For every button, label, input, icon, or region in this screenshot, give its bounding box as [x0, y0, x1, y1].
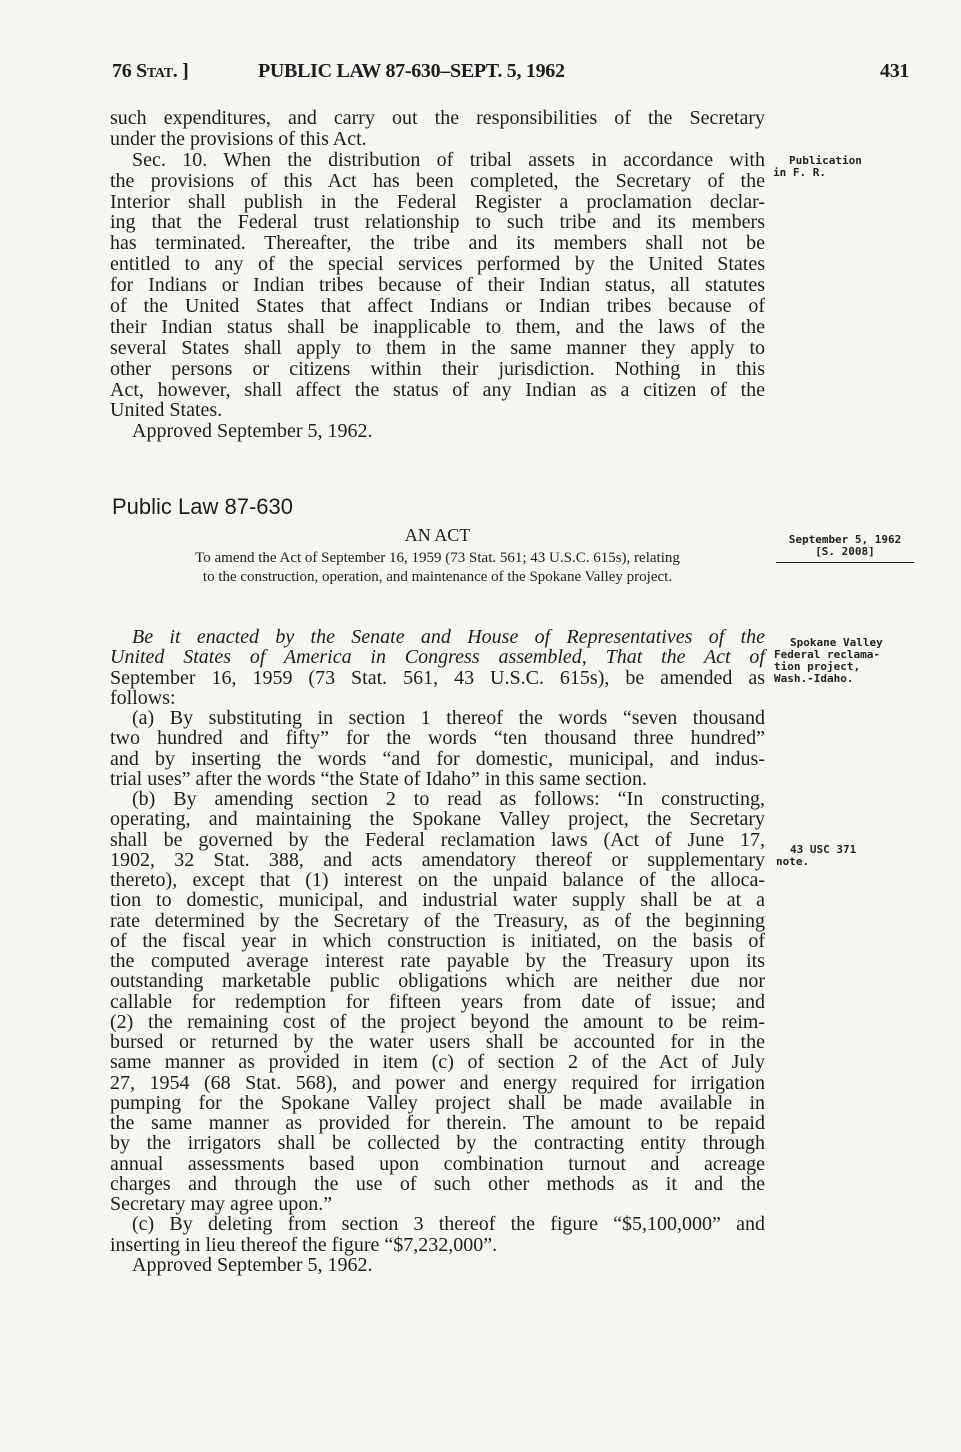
text-line: bursed or returned by the water users shall be accounted for in the [110, 1031, 765, 1053]
text-line: same manner as provided in item (c) of section 2 of the Act of July [110, 1051, 765, 1074]
text-line: the provisions of this Act has been completed, the Secretary of the [110, 169, 765, 192]
text-line: Approved September 5, 1962. [132, 420, 373, 443]
text-line: callable for redemption for fifteen years from date of issue; and [110, 990, 765, 1013]
text-line: Approved September 5, 1962. [132, 1253, 373, 1276]
text-line: other persons or citizens within their jurisdiction. Nothing in this [110, 357, 765, 380]
text-line: thereto), except that (1) interest on the unpaid balance of the alloca- [110, 869, 765, 891]
text-line: Secretary may agree upon.” [110, 1193, 333, 1215]
margin-note-line: Publication [789, 154, 862, 167]
act-body-text [110, 627, 765, 1275]
text-line: United States of America in Congress assembled, That the Act of [110, 646, 765, 669]
text-line: under the provisions of this Act. [110, 127, 367, 150]
text-line: Interior shall publish in the Federal Register a proclamation declar- [110, 190, 765, 213]
margin-note-publication [773, 154, 862, 179]
margin-note-line: Wash.-Idaho. [774, 672, 854, 685]
section-10-text [110, 108, 765, 442]
text-line: 27, 1954 (68 Stat. 568), and power and energy required for irrigation [110, 1071, 765, 1094]
text-line: (a) By substituting in section 1 thereof the words “seven thousand [132, 707, 765, 729]
text-line: operating, and maintaining the Spokane Valley project, the Secretary [110, 808, 765, 831]
margin-note-line: 43 USC 371 [790, 843, 857, 856]
margin-note-line: tion project, [774, 660, 861, 673]
margin-note-usc [776, 844, 856, 868]
margin-note-line: in F. R. [773, 166, 826, 179]
text-line: trial uses” after the words “the State of Idaho” in this same section. [110, 767, 648, 790]
page-number: 431 [880, 60, 910, 82]
text-line: of the fiscal year in which construction is initiated, on the basis of [110, 929, 765, 952]
text-line: (2) the remaining cost of the project beyond the amount to be reim- [110, 1010, 765, 1033]
text-line: for Indians or Indian tribes because of their Indian status, all statutes [110, 274, 765, 297]
divider [776, 562, 914, 563]
text-line: charges and through the use of such other methods as it and the [110, 1172, 765, 1195]
act-title-line: To amend the Act of September 16, 1959 (73 Stat. 561; 43 U.S.C. 615s), relating [195, 550, 680, 566]
public-law-label: Public Law 87-630 [112, 494, 294, 519]
margin-note-date [776, 534, 914, 563]
text-line: the same manner as provided for therein. The amount to be repaid [110, 1112, 765, 1134]
text-line: 1902, 32 Stat. 388, and acts amendatory thereof or supplementary [110, 848, 765, 871]
text-line: September 16, 1959 (73 Stat. 561, 43 U.S.C. 615s), be amended as [110, 666, 765, 689]
text-line: Sec. 10. When the distribution of tribal assets in accordance with [132, 148, 765, 171]
text-line: follows: [110, 686, 176, 709]
text-line: rate determined by the Secretary of the Treasury, as of the beginning [110, 909, 765, 932]
text-line: inserting in lieu thereof the figure “$7,232,000”. [110, 1233, 498, 1256]
margin-note-line: Federal reclama- [774, 648, 880, 661]
text-line: (b) By amending section 2 to read as follows: “In constructing, [132, 788, 765, 810]
text-line: by the irrigators shall be collected by the contracting entity through [110, 1132, 765, 1155]
text-line: of the United States that affect Indians or Indian tribes because of [110, 295, 765, 318]
text-line: (c) By deleting from section 3 thereof the figure “$5,100,000” and [132, 1213, 765, 1236]
text-line: United States. [110, 399, 223, 422]
text-line: several States shall apply to them in the same manner they apply to [110, 336, 765, 359]
text-line: outstanding marketable public obligations which are neither due nor [110, 970, 765, 993]
text-line: tion to domestic, municipal, and industrial water supply shall be at a [110, 889, 765, 912]
text-line: the computed average interest rate payable by the Treasury upon its [110, 950, 765, 972]
margin-note-line: [S. 2008] [815, 545, 875, 558]
text-line: Act, however, shall affect the status of any Indian as a citizen of the [110, 378, 765, 401]
text-line: entitled to any of the special services performed by the United States [110, 253, 765, 276]
text-line: shall be governed by the Federal reclamation laws (Act of June 17, [110, 828, 765, 851]
margin-note-line: Spokane Valley [790, 636, 883, 649]
act-heading: AN ACT [404, 525, 471, 545]
margin-note-spokane [774, 637, 883, 685]
act-title-line: to the construction, operation, and maintenance of the Spokane Valley project. [202, 569, 673, 585]
act-title [110, 549, 765, 587]
text-line: has terminated. Thereafter, the tribe and its members shall not be [110, 232, 765, 255]
header-volume: 76 Stat. ] [112, 60, 189, 82]
text-line: annual assessments based upon combination turnout and acreage [110, 1152, 765, 1175]
margin-note-line: September 5, 1962 [788, 533, 902, 546]
text-line: Be it enacted by the Senate and House of Representatives of the [132, 626, 765, 648]
margin-note-line: note. [776, 855, 810, 868]
text-line: pumping for the Spokane Valley project shall be made available in [110, 1091, 765, 1114]
text-line: two hundred and fifty” for the words “ten thousand three hundred” [110, 727, 765, 750]
text-line: and by inserting the words “and for domestic, municipal, and indus- [110, 747, 765, 770]
text-line: their Indian status shall be inapplicable to them, and the laws of the [110, 315, 765, 338]
text-line: ing that the Federal trust relationship to such tribe and its members [110, 211, 765, 234]
header-title: PUBLIC LAW 87-630–SEPT. 5, 1962 [258, 60, 565, 82]
text-line: such expenditures, and carry out the responsibilities of the Secretary [110, 107, 765, 129]
